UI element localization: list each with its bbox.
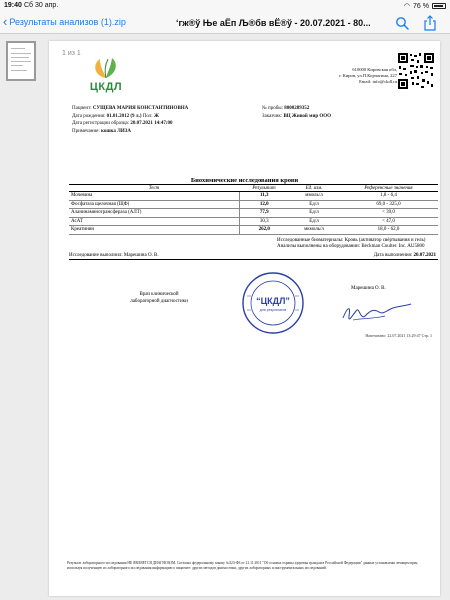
address-line: 610000 Кировская обл,: [352, 67, 397, 72]
doctor-title: [109, 291, 209, 305]
test-name: Аланинаминотрансфераза (АЛТ): [69, 209, 239, 218]
dob-value: 01.01.2012 (9 л.): [106, 113, 142, 119]
sample-label: № пробы:: [262, 106, 283, 111]
lab-address: [339, 67, 397, 86]
column-header: Референсные значения: [339, 185, 438, 192]
issue-date: 20.07.2021: [413, 253, 436, 258]
note-value: кошка ЛИЗА: [101, 128, 131, 134]
biomaterial: Исследованные биоматериалы: Кровь (активатор свёртывания и гель): [277, 238, 426, 243]
patient-name: СУЩЕВА МАРИЯ КОНСТАНТИНОВНА: [92, 106, 189, 111]
column-header: Тест: [69, 185, 239, 192]
page-thumbnail[interactable]: [6, 41, 36, 81]
result-value: 30,3: [239, 217, 289, 226]
status-bar: [0, 0, 450, 12]
material-info: [277, 238, 426, 249]
qr-code: [397, 52, 435, 90]
result-value: 12,0: [239, 200, 289, 209]
sex-label: Пол:: [142, 113, 153, 119]
battery-icon: [432, 3, 446, 9]
battery-percent: 76 %: [413, 2, 429, 10]
status-indicators: [404, 2, 446, 10]
reg-label: Дата регистрации образца:: [72, 121, 130, 126]
address-email: Email: info@ckdl.ru: [359, 79, 397, 85]
leaf-icon: [86, 56, 126, 82]
note-label: Примечание:: [72, 128, 100, 134]
performed-by: Исследование выполнил: Марешина О. В.: [69, 253, 159, 258]
sample-number: 8000289352: [284, 106, 310, 111]
sample-info: [262, 105, 331, 120]
reference-range: < 39,0: [339, 209, 438, 218]
test-name: Мочевина: [69, 192, 239, 201]
document-title: ʻгж®ў Ње аЁп Љ®бв вЁ®ў - 20.07.2021 - 80...: [176, 18, 371, 28]
dob-label: Дата рождения:: [72, 113, 106, 119]
reference-range: 1,8 - 6,4: [339, 192, 438, 201]
svg-text:“ЦКДЛ”: “ЦКДЛ”: [256, 296, 290, 306]
svg-text:для результатов: для результатов: [259, 308, 287, 312]
back-button[interactable]: [3, 16, 126, 28]
navigation-bar: [0, 12, 450, 34]
table-row: [69, 192, 438, 201]
page-indicator: 1 из 1: [62, 50, 81, 57]
issue-label: Дата выполнения:: [373, 253, 413, 258]
performed-line: [69, 253, 438, 260]
result-value: 11,3: [239, 192, 289, 201]
unit: Ед/л: [289, 217, 339, 226]
doctor-name: Марешина О. В.: [351, 286, 386, 291]
share-icon[interactable]: [423, 15, 437, 31]
lab-logo: [86, 56, 126, 100]
column-header: Результат: [239, 185, 289, 192]
patient-info: [72, 105, 188, 135]
sex-value: Ж: [153, 113, 159, 119]
column-header: Ед. изм.: [289, 185, 339, 192]
status-date: Сб 30 апр.: [24, 2, 59, 9]
equipment: Анализы выполнены на оборудовании: Beckman Coulter. Inc. AU5800: [277, 244, 425, 249]
signature: [339, 294, 414, 332]
test-name: Фосфатаза щелочная (ЩФ): [69, 200, 239, 209]
reg-value: 20.07.2021 14:47:00: [130, 121, 173, 126]
unit: Ед/л: [289, 200, 339, 209]
result-value: 77,9: [239, 209, 289, 218]
doctor-title-line: лабораторной диагностики: [130, 299, 188, 304]
search-icon[interactable]: [395, 16, 409, 30]
print-timestamp: Напечатано: 22.07.2021 13:29:47 Стр. 1: [365, 333, 432, 338]
unit: ммоль/л: [289, 192, 339, 201]
reference-range: 18,0 - 62,0: [339, 226, 438, 235]
footer-disclaimer: Результат лабораторного исследования НЕ ЯВЛЯЕТСЯ ДИАГНОЗОМ. Согласно федеральному закону №323-ФЗ от 21.11.2011 "Об основах охраны здоровья граждан в Российской Федерации" данные установлены лечащим врач, используя полученную из лабораторного исследования информацию о пациенте: других методов диагностики, других лабораторных и инструментальных исследований.: [67, 561, 419, 570]
doctor-title-line: Врач клинической: [139, 292, 179, 297]
unit: Ед/л: [289, 209, 339, 218]
chevron-left-icon: ‹: [3, 14, 8, 29]
section-title: Биохимические исследования крови: [190, 177, 299, 184]
table-row: [69, 226, 438, 235]
customer-value: ВЦ Живой мир ООО: [283, 113, 332, 119]
back-label: Результаты анализов (1).zip: [9, 17, 126, 27]
test-name: Креатинин: [69, 226, 239, 235]
document-viewer[interactable]: [0, 35, 450, 600]
lab-stamp: [241, 271, 305, 335]
reference-range: 69,0 - 325,0: [339, 200, 438, 209]
wifi-icon: ◠: [403, 3, 411, 10]
table-row: [69, 209, 438, 218]
reference-range: < 47,0: [339, 217, 438, 226]
logo-text: ЦКДЛ: [89, 81, 123, 93]
results-table: [69, 184, 438, 235]
test-name: АсАТ: [69, 217, 239, 226]
clock: 19:40: [4, 2, 22, 9]
customer-label: Заказчик:: [262, 113, 283, 119]
patient-label: Пациент:: [72, 106, 92, 111]
table-row: [69, 200, 438, 209]
result-value: 262,0: [239, 226, 289, 235]
unit: мкмоль/л: [289, 226, 339, 235]
table-row: [69, 217, 438, 226]
document-page: [49, 41, 440, 596]
address-line: г. Киров, ул.П.Корчагина, 227: [339, 73, 397, 79]
